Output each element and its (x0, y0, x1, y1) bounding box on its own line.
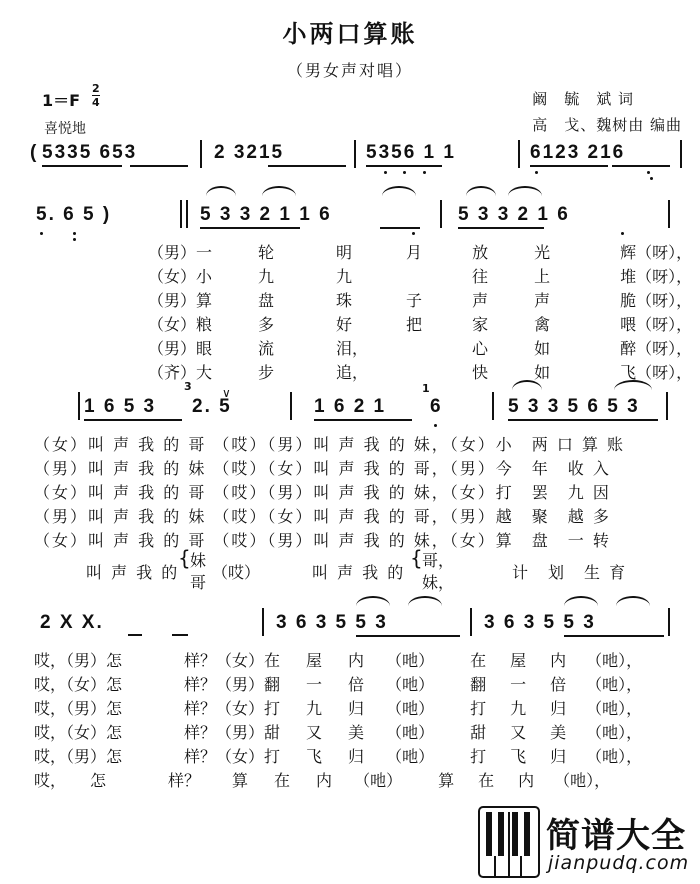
beam (172, 634, 188, 636)
key-signature: 1＝F (42, 91, 81, 110)
barline (180, 200, 182, 228)
measure-3: 5356 1 1 (366, 142, 456, 163)
measure-9: 2. 5 (192, 396, 232, 417)
tie (262, 186, 296, 196)
beam (366, 165, 442, 167)
low-octave-dot (650, 177, 653, 180)
beam (130, 165, 188, 167)
lyric-segment: 叫 声 我 的 (312, 563, 406, 582)
tempo-marking: 喜悦地 (44, 121, 86, 137)
tie (206, 186, 236, 196)
beam (314, 419, 412, 421)
lyric-line: 哎，（男）怎 样？（女）在 屋 内 （吔） 在 屋 内 （吔）， (34, 651, 643, 670)
beam (268, 165, 346, 167)
barline (262, 608, 264, 636)
lyric-segment: （哎） (212, 563, 261, 582)
barline (440, 200, 442, 228)
tie (382, 186, 416, 196)
measure-6: 5 3 3 2 1 1 6 (200, 204, 332, 225)
barline (200, 140, 202, 168)
lyric-segment: 叫 声 我 的 (86, 563, 180, 582)
beam (356, 635, 460, 637)
grace-note: 3 (184, 380, 192, 393)
lyric-line: （女）叫 声 我 的 哥 （哎）（男）叫 声 我 的 妹，（女）打 罢 九 因 (34, 483, 611, 502)
measure-11: 6 (430, 396, 443, 417)
grace-note: 1 (422, 382, 430, 395)
composer-credit: 高 戈、魏树由 编曲 (532, 116, 682, 134)
tie (508, 186, 542, 196)
beam (380, 227, 420, 229)
beam (564, 635, 664, 637)
low-octave-dot (40, 232, 43, 235)
low-octave-dot (535, 171, 538, 174)
lyric-line: 哎， 怎 样？ 算 在 内 （吔） 算 在 内 （吔）， (34, 771, 611, 790)
lyric-line: （女）叫 声 我 的 哥 （哎）（男）叫 声 我 的 妹，（女）算 盘 一 转 (34, 531, 611, 550)
lyric-line: （男）叫 声 我 的 妹 （哎）（女）叫 声 我 的 哥，（男）越 聚 越 多 (34, 507, 611, 526)
lyric-segment: 计 划 生 育 (512, 563, 628, 582)
barline (666, 392, 668, 420)
tie (356, 596, 390, 606)
low-octave-dot (647, 171, 650, 174)
beam (128, 634, 142, 636)
brace: { (178, 546, 191, 570)
barline (518, 140, 520, 168)
beam (42, 165, 122, 167)
low-octave-dot (621, 232, 624, 235)
lyric-line: 哎，（女）怎 样？（男）甜 又 美 （吔） 甜 又 美 （吔）， (34, 723, 643, 742)
measure-13: 2 X X. (40, 612, 104, 633)
barline (668, 200, 670, 228)
lyric-line: （女）叫 声 我 的 哥 （哎）（男）叫 声 我 的 妹，（女）小 两 口 算 账 (34, 435, 626, 454)
brace: { (410, 546, 423, 570)
lyric-line: （齐）大 步 追， 快 如 飞（呀）， (148, 363, 693, 382)
low-octave-dot (403, 171, 406, 174)
barline (668, 608, 670, 636)
time-signature (92, 82, 100, 109)
lyric-line: （男）一 轮 明 月 放 光 辉（呀）， (148, 243, 693, 262)
intro-open-paren: ( (30, 142, 39, 163)
logo-url: jianpudq.com (548, 852, 690, 874)
meter-bottom: 4 (92, 96, 100, 109)
tie (408, 596, 442, 606)
measure-8: 1 6 5 3 (84, 396, 157, 417)
lyric-line: 哎，（男）怎 样？（女）打 飞 归 （吔） 打 飞 归 （吔）， (34, 747, 643, 766)
beam (508, 419, 658, 421)
barline (470, 608, 472, 636)
measure-1: 5335 653 (42, 142, 138, 163)
low-octave-dot (423, 171, 426, 174)
measure-2: 2 3215 (214, 142, 285, 163)
lyric-line: （男）眼 流 泪， 心 如 醉（呀）， (148, 339, 693, 358)
song-title: 小两口算账 (282, 19, 418, 48)
lyric-line: 哎，（女）怎 样？（男）翻 一 倍 （吔） 翻 一 倍 （吔）， (34, 675, 643, 694)
tie (466, 186, 496, 196)
low-octave-dot (434, 424, 437, 427)
low-octave-dot (73, 232, 76, 235)
tie (616, 596, 650, 606)
barline (186, 200, 188, 228)
breath-mark: ∨ (222, 386, 231, 400)
song-subtitle: （男女声对唱） (286, 61, 413, 80)
beam (200, 227, 300, 229)
low-octave-dot (384, 171, 387, 174)
measure-12: 5 3 3 5 6 5 3 (508, 396, 640, 417)
barline (290, 392, 292, 420)
measure-5: 5. 6 5 ) (36, 204, 112, 225)
lyric-option: 妹， (422, 573, 455, 592)
barline (354, 140, 356, 168)
lyric-line: （女）粮 多 好 把 家 禽 喂（呀）， (148, 315, 693, 334)
beam (530, 165, 608, 167)
low-octave-dot (73, 238, 76, 241)
meter-top: 2 (92, 82, 100, 95)
lyric-option: 哥 (190, 573, 207, 592)
piano-keys-icon (478, 806, 540, 882)
lyric-option: 妹 (190, 551, 207, 570)
tie (564, 596, 598, 606)
measure-10: 1 6 2 1 (314, 396, 387, 417)
measure-4: 6123 216 (530, 142, 626, 163)
barline (78, 392, 80, 420)
measure-14: 3 6 3 5 5 3 (276, 612, 388, 633)
lyricist-credit: 阚 毓 斌 词 (532, 90, 634, 108)
barline (680, 140, 682, 168)
beam (84, 419, 182, 421)
barline (492, 392, 494, 420)
beam (612, 165, 670, 167)
lyric-line: 哎，（男）怎 样？（女）打 九 归 （吔） 打 九 归 （吔）， (34, 699, 643, 718)
lyric-line: （女）小 九 九 往 上 堆（呀）， (148, 267, 693, 286)
beam (458, 227, 544, 229)
measure-15: 3 6 3 5 5 3 (484, 612, 596, 633)
low-octave-dot (412, 232, 415, 235)
logo-text: 简谱大全 (546, 816, 686, 856)
lyric-option: 哥， (422, 551, 455, 570)
credits (532, 86, 682, 138)
measure-7: 5 3 3 2 1 6 (458, 204, 570, 225)
lyric-line: （男）算 盘 珠 子 声 声 脆（呀）， (148, 291, 693, 310)
lyric-line: （男）叫 声 我 的 妹 （哎）（女）叫 声 我 的 哥，（男）今 年 收 入 (34, 459, 611, 478)
